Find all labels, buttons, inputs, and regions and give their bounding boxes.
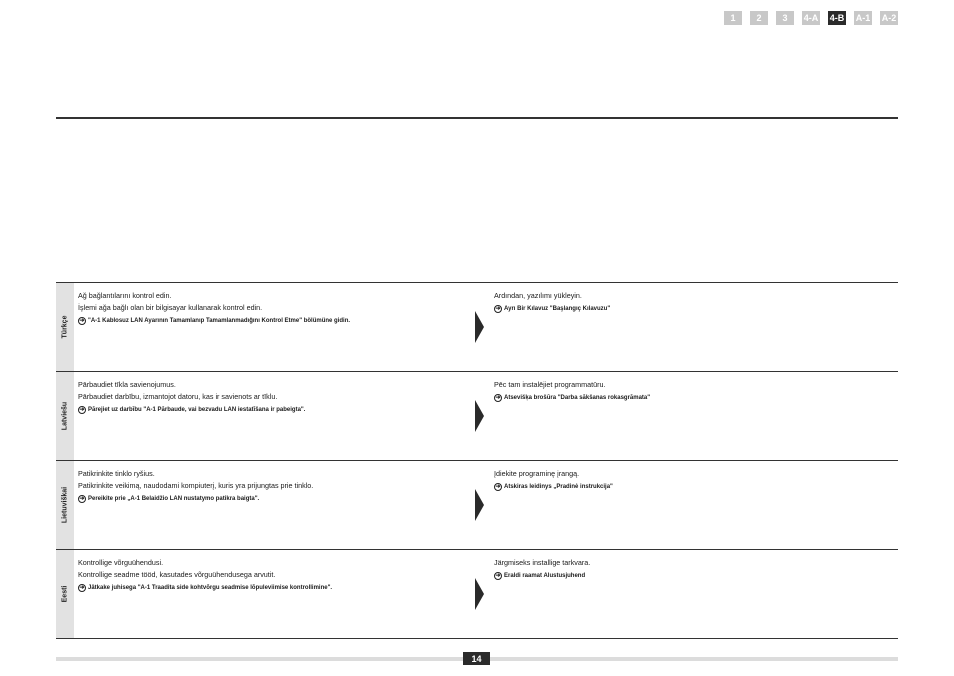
chapter-tab-1[interactable]: 1 <box>724 11 742 25</box>
chapter-tab-3[interactable]: 3 <box>776 11 794 25</box>
circled-arrow-right-icon: ➔ <box>79 496 85 502</box>
reference-text: "A-1 Kablosuz LAN Ayarının Tamamlanıp Tamamlanmadığını Kontrol Etme" bölümüne gidin. <box>88 318 351 324</box>
language-label-bar <box>56 461 74 549</box>
step-heading: Ağ bağlantılarını kontrol edin. <box>78 291 172 300</box>
chapter-tab-a1[interactable]: A-1 <box>855 13 871 23</box>
step-description: Kontrollige seadme tööd, kasutades võrguühendusega arvutit. <box>78 570 276 579</box>
step-reference[interactable] <box>78 404 468 416</box>
step-description: Patikrinkite veikimą, naudodami kompiuterį, kuris yra prijungtas prie tinklo. <box>78 481 314 490</box>
step-description: Pārbaudiet darbību, izmantojot datoru, kas ir savienots ar tīklu. <box>78 392 278 401</box>
triangle-right-icon <box>475 400 484 432</box>
circled-arrow-right-icon: ➔ <box>495 395 501 401</box>
step-check-network <box>78 557 468 594</box>
chapter-tab-4b[interactable]: 4-B <box>829 13 845 23</box>
step-heading: Pēc tam instalējiet programmatūru. <box>494 380 606 389</box>
step-description: İşlemi ağa bağlı olan bir bilgisayar kullanarak kontrol edin. <box>78 303 263 312</box>
section-latviesu <box>56 371 898 460</box>
step-reference[interactable] <box>494 303 884 315</box>
language-label-bar <box>56 283 74 371</box>
reference-text: Atskiras leidinys „Pradinė instrukcija" <box>504 484 613 490</box>
top-divider <box>56 117 898 119</box>
step-heading: Kontrollige võrguühendusi. <box>78 558 164 567</box>
circled-arrow-right-icon: ➔ <box>79 318 85 324</box>
step-heading: Įdiekite programinę įrangą. <box>494 469 580 478</box>
page-number: 14 <box>463 652 490 665</box>
section-lietuviskai <box>56 460 898 549</box>
chapter-tabs <box>724 11 898 25</box>
section-eesti <box>56 549 898 639</box>
triangle-right-icon <box>475 578 484 610</box>
language-label-bar <box>56 550 74 638</box>
step-heading: Patikrinkite tinklo ryšius. <box>78 469 155 478</box>
circled-arrow-right-icon: ➔ <box>79 407 85 413</box>
step-reference[interactable] <box>494 481 884 493</box>
reference-text: Pārejiet uz darbību "A-1 Pārbaude, vai bezvadu LAN iestatīšana ir pabeigta". <box>88 407 306 413</box>
reference-text: Atsevišķa brošūra "Darba sākšanas rokasgrāmata" <box>504 395 651 401</box>
language-label: Türkçe <box>61 315 69 339</box>
step-install-software <box>494 379 884 404</box>
step-reference[interactable] <box>494 392 884 404</box>
chapter-tab-2[interactable]: 2 <box>750 11 768 25</box>
step-check-network <box>78 468 468 505</box>
step-install-software <box>494 557 884 582</box>
step-reference[interactable] <box>78 582 468 594</box>
step-heading: Pārbaudiet tīkla savienojumus. <box>78 380 176 389</box>
reference-text: Ayrı Bir Kılavuz "Başlangıç Kılavuzu" <box>504 306 611 312</box>
reference-text: Eraldi raamat Alustusjuhend <box>504 573 586 579</box>
step-reference[interactable] <box>78 315 468 327</box>
chapter-tab-4a[interactable]: 4-A <box>803 13 819 23</box>
circled-arrow-right-icon: ➔ <box>495 573 501 579</box>
chapter-tab-a2[interactable]: A-2 <box>881 13 897 23</box>
circled-arrow-right-icon: ➔ <box>79 585 85 591</box>
step-reference[interactable] <box>494 570 884 582</box>
section-turkce <box>56 282 898 371</box>
step-install-software <box>494 468 884 493</box>
step-check-network <box>78 290 468 327</box>
reference-text: Jätkake juhisega "A-1 Traadita side kohtvõrgu seadmise lõpuleviimise kontrollimine". <box>88 585 333 591</box>
language-label: Eesti <box>61 585 69 603</box>
step-heading: Ardından, yazılımı yükleyin. <box>494 291 582 300</box>
step-install-software <box>494 290 884 315</box>
language-label: Lietuviškai <box>61 486 69 524</box>
step-reference[interactable] <box>78 493 468 505</box>
triangle-right-icon <box>475 311 484 343</box>
circled-arrow-right-icon: ➔ <box>495 484 501 490</box>
reference-text: Pereikite prie „A-1 Belaidžio LAN nustatymo patikra baigta". <box>88 496 260 502</box>
triangle-right-icon <box>475 489 484 521</box>
circled-arrow-right-icon: ➔ <box>495 306 501 312</box>
step-heading: Järgmiseks installige tarkvara. <box>494 558 591 567</box>
language-label: Latviešu <box>61 401 69 431</box>
step-check-network <box>78 379 468 416</box>
language-label-bar <box>56 372 74 460</box>
